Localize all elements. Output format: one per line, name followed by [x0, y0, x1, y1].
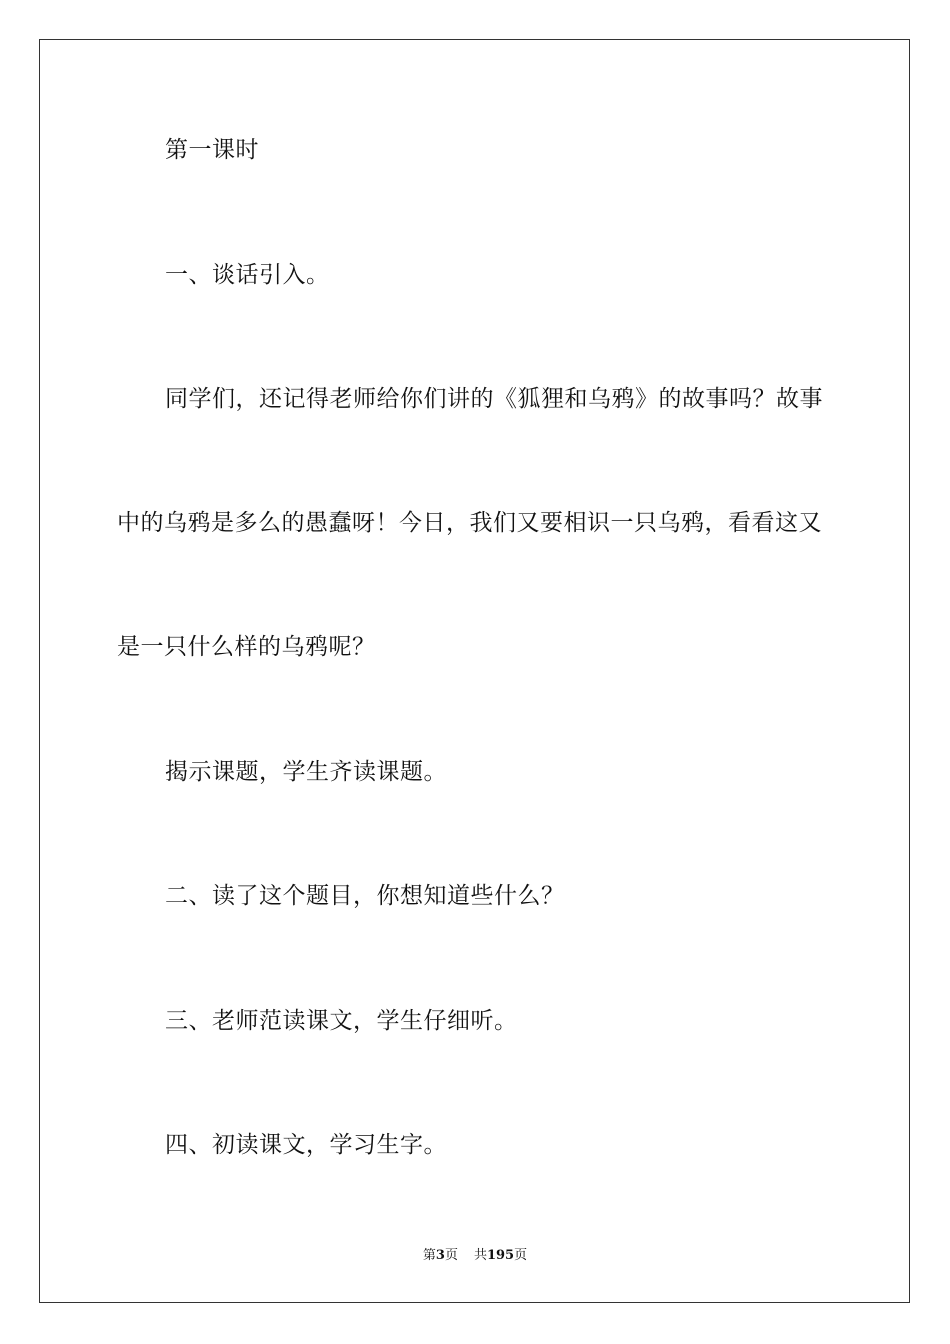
paragraph-line: 中的乌鸦是多么的愚蠢呀！今日，我们又要相识一只乌鸦，看看这又 — [117, 510, 822, 536]
paragraph-line: 是一只什么样的乌鸦呢？ — [117, 634, 376, 660]
paragraph-line: 同学们，还记得老师给你们讲的《狐狸和乌鸦》的故事吗？故事 — [165, 386, 823, 412]
total-suffix: 页 — [514, 1248, 528, 1263]
total-prefix: 共 — [473, 1248, 487, 1263]
page-frame — [39, 39, 910, 1303]
section-heading-step-two: 二、读了这个题目，你想知道些什么？ — [165, 883, 565, 909]
paragraph-line: 揭示课题，学生齐读课题。 — [165, 759, 447, 785]
page-number: 3 — [435, 1248, 445, 1263]
section-heading-step-three: 三、老师范读课文，学生仔细听。 — [165, 1008, 518, 1034]
section-heading-step-four: 四、初读课文，学习生字。 — [165, 1132, 447, 1158]
page-prefix: 第 — [422, 1248, 436, 1263]
section-heading-intro: 一、谈话引入。 — [165, 262, 330, 288]
page-footer — [0, 1247, 950, 1265]
section-heading-lesson: 第一课时 — [165, 137, 259, 163]
page-suffix: 页 — [444, 1248, 458, 1263]
total-pages: 195 — [486, 1248, 515, 1263]
